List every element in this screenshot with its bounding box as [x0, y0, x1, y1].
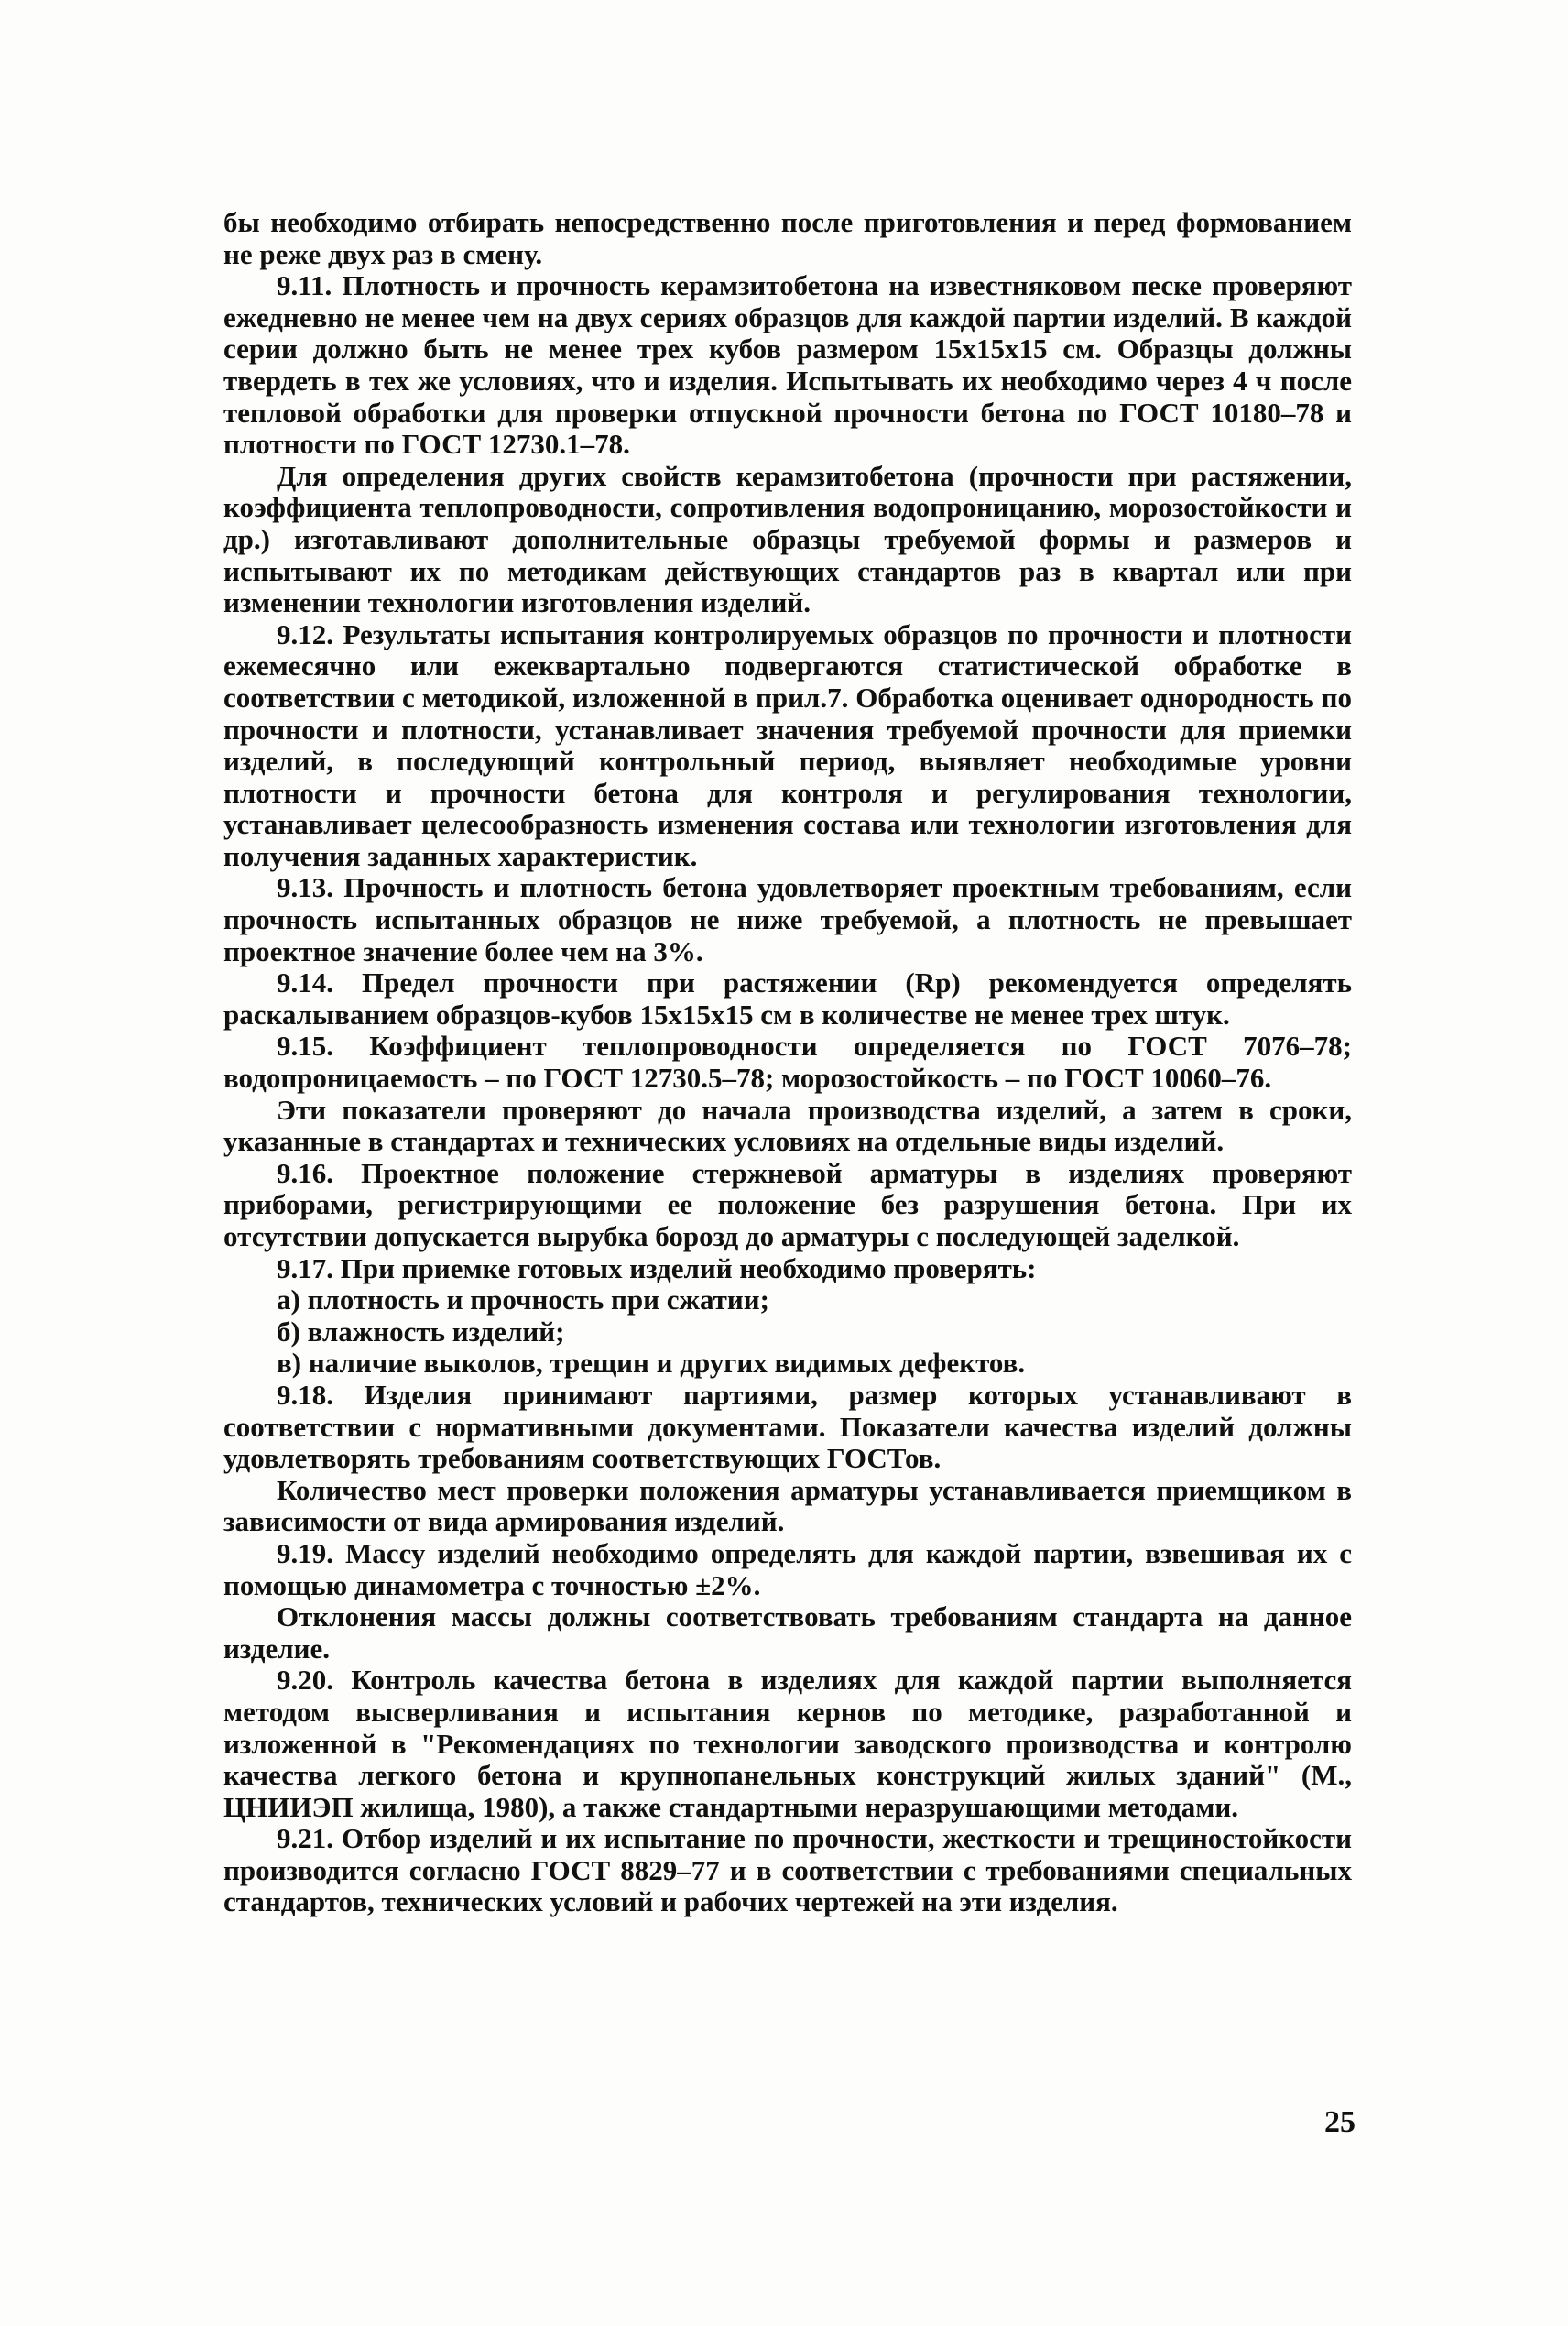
paragraph-9-17: 9.17. При приемке готовых изделий необходимо проверять: — [277, 1251, 1037, 1284]
paragraph-9-11: 9.11. Плотность и прочность керамзитобетона на известняковом песке проверяют ежедневно не менее чем на двух сериях образцов для каждой партии изделий. В каждой серии должно быть не менее трех кубов размером 15х15х15 см. Образцы должны твердеть в тех же условиях, что и изделия. Испытывать их необходимо через 4 ч после тепловой обработки для проверки отпускной прочности бетона по ГОСТ 10180–78 и плотности по ГОСТ 12730.1–78. — [223, 269, 1352, 461]
list-item-a: а) плотность и прочность при сжатии; — [277, 1283, 769, 1316]
list-item-b: б) влажность изделий; — [277, 1315, 565, 1348]
paragraph-9-12: 9.12. Результаты испытания контролируемых образцов по прочности и плотности ежемесячно или ежеквартально подвергаются статистической обработке в соответствии с методикой, изложенной в прил.7. Обработка оценивает однородность по прочности и плотности, устанавливает значения требуемой прочности для приемки изделий, в последующий контрольный период, выявляет необходимые уровни плотности и прочности бетона для контроля и регулирования технологии, устанавливает целесообразность изменения состава или технологии изготовления для получения заданных характеристик. — [223, 617, 1352, 872]
list-item-v: в) наличие выколов, трещин и других видимых дефектов. — [277, 1347, 1026, 1380]
paragraph-9-13: 9.13. Прочность и плотность бетона удовлетворяет проектным требованиям, если прочность испытанных образцов не ниже требуемой, а плотность не превышает проектное значение более чем на 3%. — [223, 871, 1352, 967]
paragraph-reinforcement-checks: Количество мест проверки положения арматуры устанавливается приемщиком в зависимости от вида армирования изделий. — [223, 1473, 1352, 1538]
body-text — [223, 207, 1352, 1918]
paragraph-9-15: 9.15. Коэффициент теплопроводности определяется по ГОСТ 7076–78; водопроницаемость – по ГОСТ 12730.5–78; морозостойкость – по ГОСТ 10060–76. — [223, 1030, 1352, 1095]
paragraph-9-14: 9.14. Предел прочности при растяжении (Rр) рекомендуется определять раскалыванием образцов-кубов 15х15х15 см в количестве не менее трех штук. — [223, 966, 1352, 1031]
paragraph-mass-deviation: Отклонения массы должны соответствовать требованиям стандарта на данное изделие. — [223, 1600, 1352, 1665]
paragraph-indicators: Эти показатели проверяют до начала производства изделий, а затем в сроки, указанные в стандартах и технических условиях на отдельные виды изделий. — [223, 1093, 1352, 1158]
paragraph-9-21: 9.21. Отбор изделий и их испытание по прочности, жесткости и трещиностойкости производится согласно ГОСТ 8829–77 и в соответствии с требованиями специальных стандартов, технических условий и рабочих чертежей на эти изделия. — [223, 1822, 1352, 1918]
page-number: 25 — [1324, 2105, 1356, 2139]
paragraph-other-properties: Для определения других свойств керамзитобетона (прочности при растяжении, коэффициента теплопроводности, сопротивления водопроницанию, морозостойкости и др.) изготавливают дополнительные образцы требуемой формы и размеров и испытывают их по методикам действующих стандартов раз в квартал или при изменении технологии изготовления изделий. — [223, 459, 1352, 619]
paragraph-9-16: 9.16. Проектное положение стержневой арматуры в изделиях проверяют приборами, регистрирующими ее положение без разрушения бетона. При их отсутствии допускается вырубка борозд до арматуры с последующей заделкой. — [223, 1156, 1352, 1252]
paragraph-9-18: 9.18. Изделия принимают партиями, размер которых устанавливают в соответствии с нормативными документами. Показатели качества изделий должны удовлетворять требованиям соответствующих ГОСТов. — [223, 1378, 1352, 1475]
paragraph-continuation: бы необходимо отбирать непосредственно после приготовления и перед формованием не реже двух раз в смену. — [223, 206, 1352, 270]
paragraph-9-20: 9.20. Контроль качества бетона в изделиях для каждой партии выполняется методом высверливания и испытания кернов по методике, разработанной и изложенной в "Рекомендациях по технологии заводского производства и контролю качества легкого бетона и крупнопанельных конструкций жилых зданий" (М., ЦНИИЭП жилища, 1980), а также стандартными неразрушающими методами. — [223, 1664, 1352, 1823]
paragraph-9-19: 9.19. Массу изделий необходимо определять для каждой партии, взвешивая их с помощью динамометра с точностью ±2%. — [223, 1536, 1352, 1601]
